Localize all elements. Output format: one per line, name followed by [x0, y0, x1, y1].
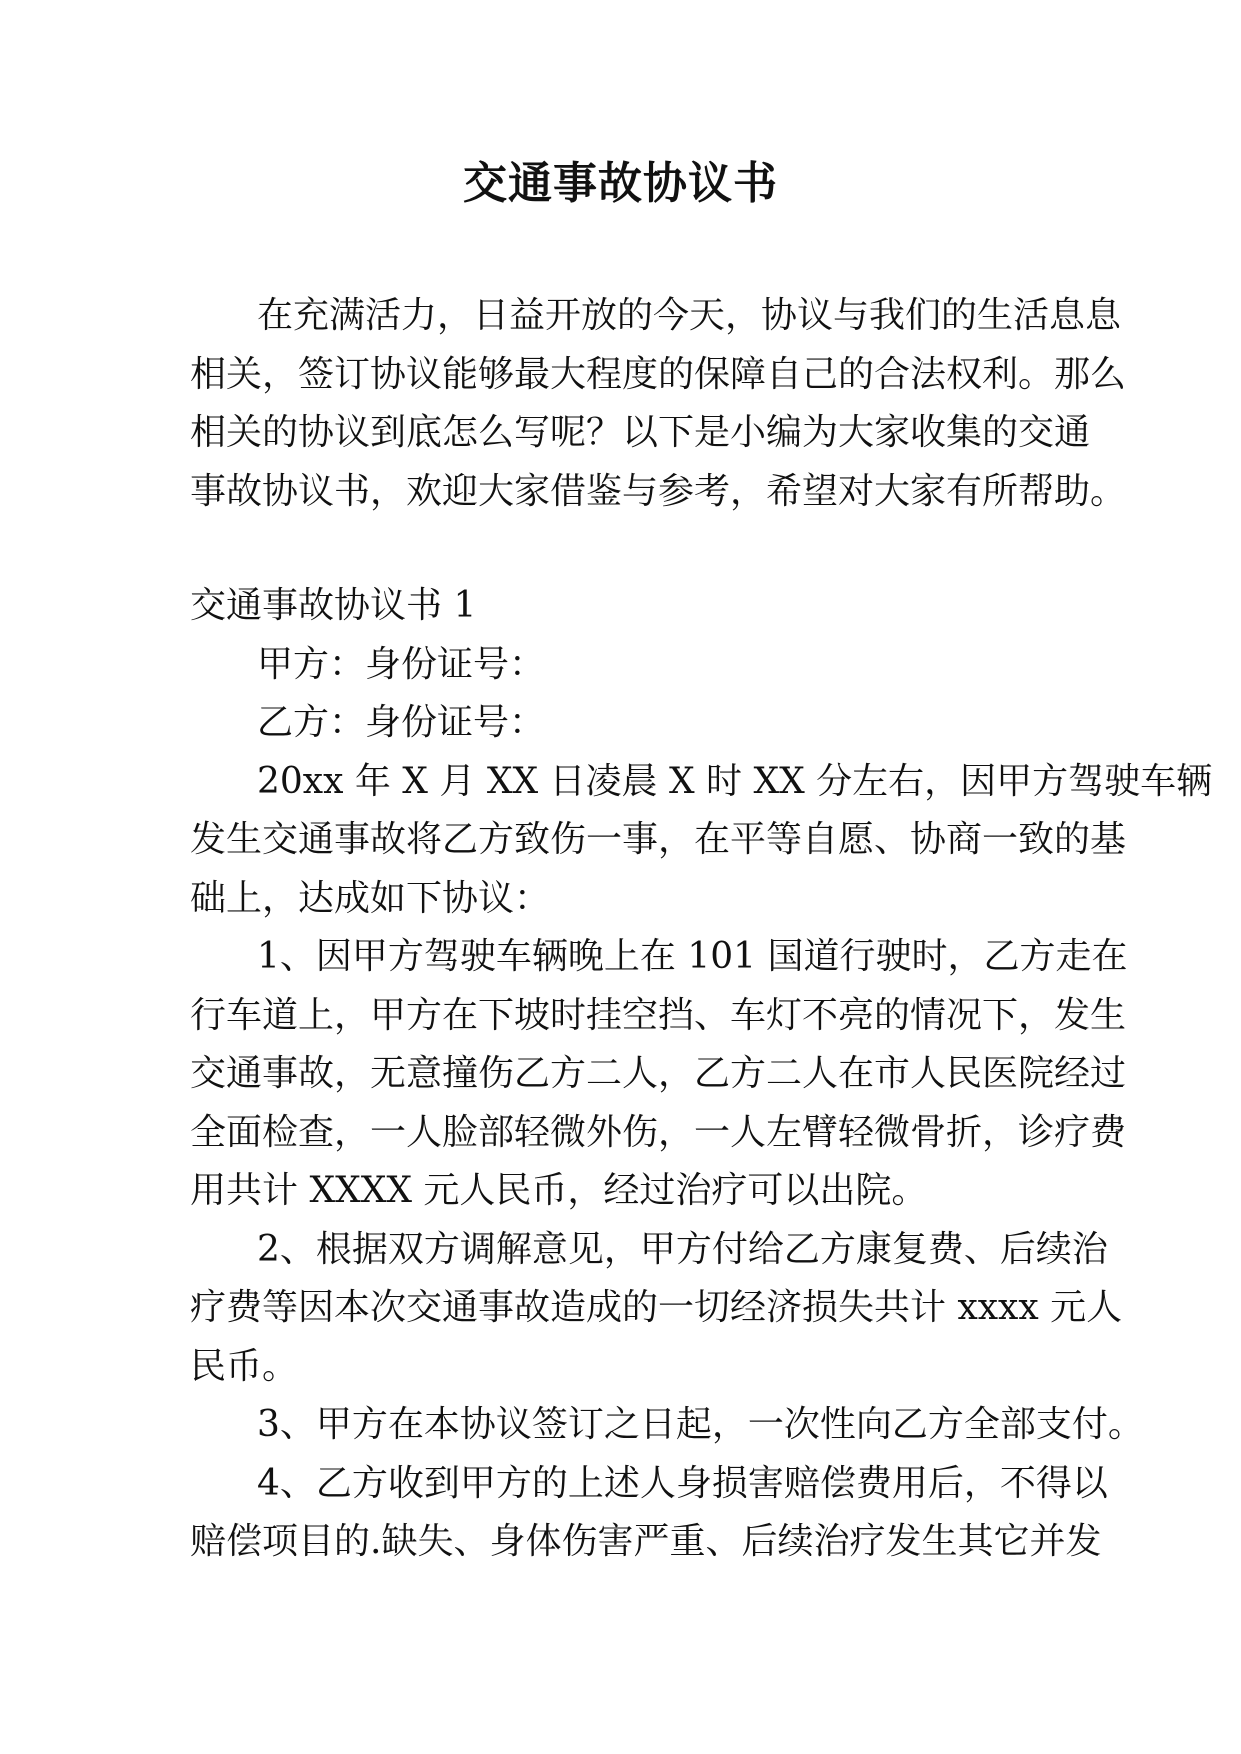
- text-line: 交通事故，无意撞伤乙方二人，乙方二人在市人民医院经过: [190, 1053, 1127, 1094]
- paragraph-gap: [190, 521, 1052, 577]
- text-line: 甲方：身份证号：: [257, 643, 546, 685]
- text-line: 全面检查，一人脸部轻微外伤，一人左臂轻微骨折，诊疗费: [190, 1111, 1127, 1153]
- text-line: 4、乙方收到甲方的上述人身损害赔偿费用后，不得以: [257, 1462, 1108, 1504]
- text-line: 2、根据双方调解意见，甲方付给乙方康复费、后续治: [257, 1228, 1108, 1270]
- document-body: [190, 287, 1213, 1572]
- paragraph: [190, 636, 1052, 695]
- paragraph: [190, 1396, 1144, 1455]
- text-line: 赔偿项目的.缺失、身体伤害严重、后续治疗发生其它并发: [190, 1521, 1102, 1562]
- paragraph: [190, 753, 1213, 929]
- text-line: 在充满活力，日益开放的今天，协议与我们的生活息息: [257, 295, 1122, 336]
- text-line: 1、因甲方驾驶车辆晚上在 101 国道行驶时，乙方走在: [257, 936, 1128, 977]
- paragraph: [190, 928, 1128, 1221]
- document-title: 交通事故协议书: [463, 158, 778, 209]
- text-line: 民币。: [190, 1345, 299, 1387]
- text-line: 3、甲方在本协议签订之日起，一次性向乙方全部支付。: [257, 1404, 1144, 1445]
- text-line: 相关的协议到底怎么写呢？以下是小编为大家收集的交通: [190, 412, 1091, 453]
- text-line: 20xx 年 X 月 XX 日凌晨 X 时 XX 分左右，因甲方驾驶车辆: [257, 760, 1213, 802]
- section-heading: [190, 577, 1052, 636]
- text-line: 发生交通事故将乙方致伤一事，在平等自愿、协商一致的基: [190, 819, 1127, 860]
- paragraph: [190, 1221, 1123, 1397]
- text-line: 事故协议书，欢迎大家借鉴与参考，希望对大家有所帮助。: [190, 470, 1127, 512]
- text-line: 用共计 XXXX 元人民币，经过治疗可以出院。: [190, 1170, 928, 1211]
- paragraph: [190, 694, 1052, 753]
- text-line: 础上，达成如下协议：: [190, 877, 551, 919]
- text-line: 疗费等因本次交通事故造成的一切经济损失共计 xxxx 元人: [190, 1287, 1123, 1328]
- text-line: 行车道上，甲方在下坡时挂空挡、车灯不亮的情况下，发生: [190, 994, 1127, 1036]
- text-line: 乙方：身份证号：: [257, 702, 546, 743]
- paragraph: [190, 1455, 1108, 1572]
- text-line: 交通事故协议书 1: [190, 585, 477, 626]
- text-line: 相关，签订协议能够最大程度的保障自己的合法权利。那么: [190, 353, 1127, 395]
- paragraph: [190, 287, 1127, 521]
